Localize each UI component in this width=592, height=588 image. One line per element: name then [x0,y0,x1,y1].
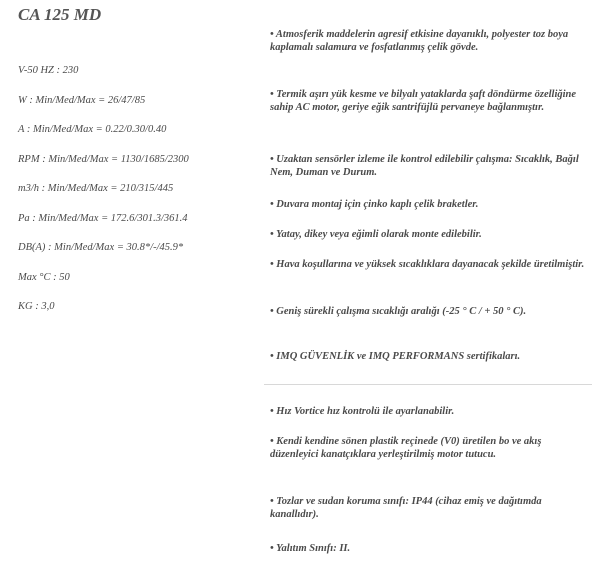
feature-item: • Hız Vortice hız kontrolü ile ayarlanabilir. [270,406,455,417]
spec-airflow: m3/h : Min/Med/Max = 210/315/445 [18,183,174,194]
spec-watt: W : Min/Med/Max = 26/47/85 [18,94,146,106]
spec-pressure: Pa : Min/Med/Max = 172.6/301.3/361.4 [18,212,188,224]
feature-item: • Yalıtım Sınıfı: II. [270,543,351,554]
spec-noise: DB(A) : Min/Med/Max = 30.8*/-/45.9* [18,242,184,253]
feature-item: • Atmosferik maddelerin agresif etkisine dayanıklı, polyester toz boya kaplamalı salamura ve fosfatlanmış çelik gövde. [270,29,569,53]
section-divider [264,384,592,385]
feature-item: • Termik aşırı yük kesme ve bilyalı yataklarda şaft döndürme özelliğine sahip AC motor, geriye eğik santrifüjlü pervaneye bağlanmıştır. [270,89,577,113]
feature-item: • IMQ GÜVENLİK ve IMQ PERFORMANS sertifikaları. [270,351,521,362]
feature-item: • Tozlar ve sudan koruma sınıfı: IP44 (cihaz emiş ve dağıtımda kanallıdır). [270,496,542,520]
feature-item: • Uzaktan sensörler izleme ile kontrol edilebilir çalışma: Sıcaklık, Bağıl Nem, Duman ve Durum. [270,154,579,178]
feature-item: • Geniş sürekli çalışma sıcaklığı aralığı (-25 ° C / + 50 ° C). [270,306,527,317]
spec-max-temp: Max °C : 50 [18,271,70,283]
spec-list [18,64,263,330]
spec-rpm: RPM : Min/Med/Max = 1130/1685/2300 [18,153,189,165]
feature-item: • Hava koşullarına ve yüksek sıcaklıklara dayanacak şekilde üretilmiştir. [270,259,585,270]
feature-item: • Duvara montaj için çinko kaplı çelik braketler. [270,199,479,210]
feature-item: • Yatay, dikey veya eğimli olarak monte edilebilir. [270,229,482,240]
spec-ampere: A : Min/Med/Max = 0.22/0.30/0.40 [18,124,167,135]
feature-item: • Kendi kendine sönen plastik reçinede (V0) üretilen bo ve akış düzenleyici kanatçıklara yerleştirilmiş motor tutucu. [270,436,542,460]
spec-voltage: V-50 HZ : 230 [18,65,79,76]
product-title: CA 125 MD [18,5,102,24]
spec-weight: KG : 3,0 [18,301,55,312]
